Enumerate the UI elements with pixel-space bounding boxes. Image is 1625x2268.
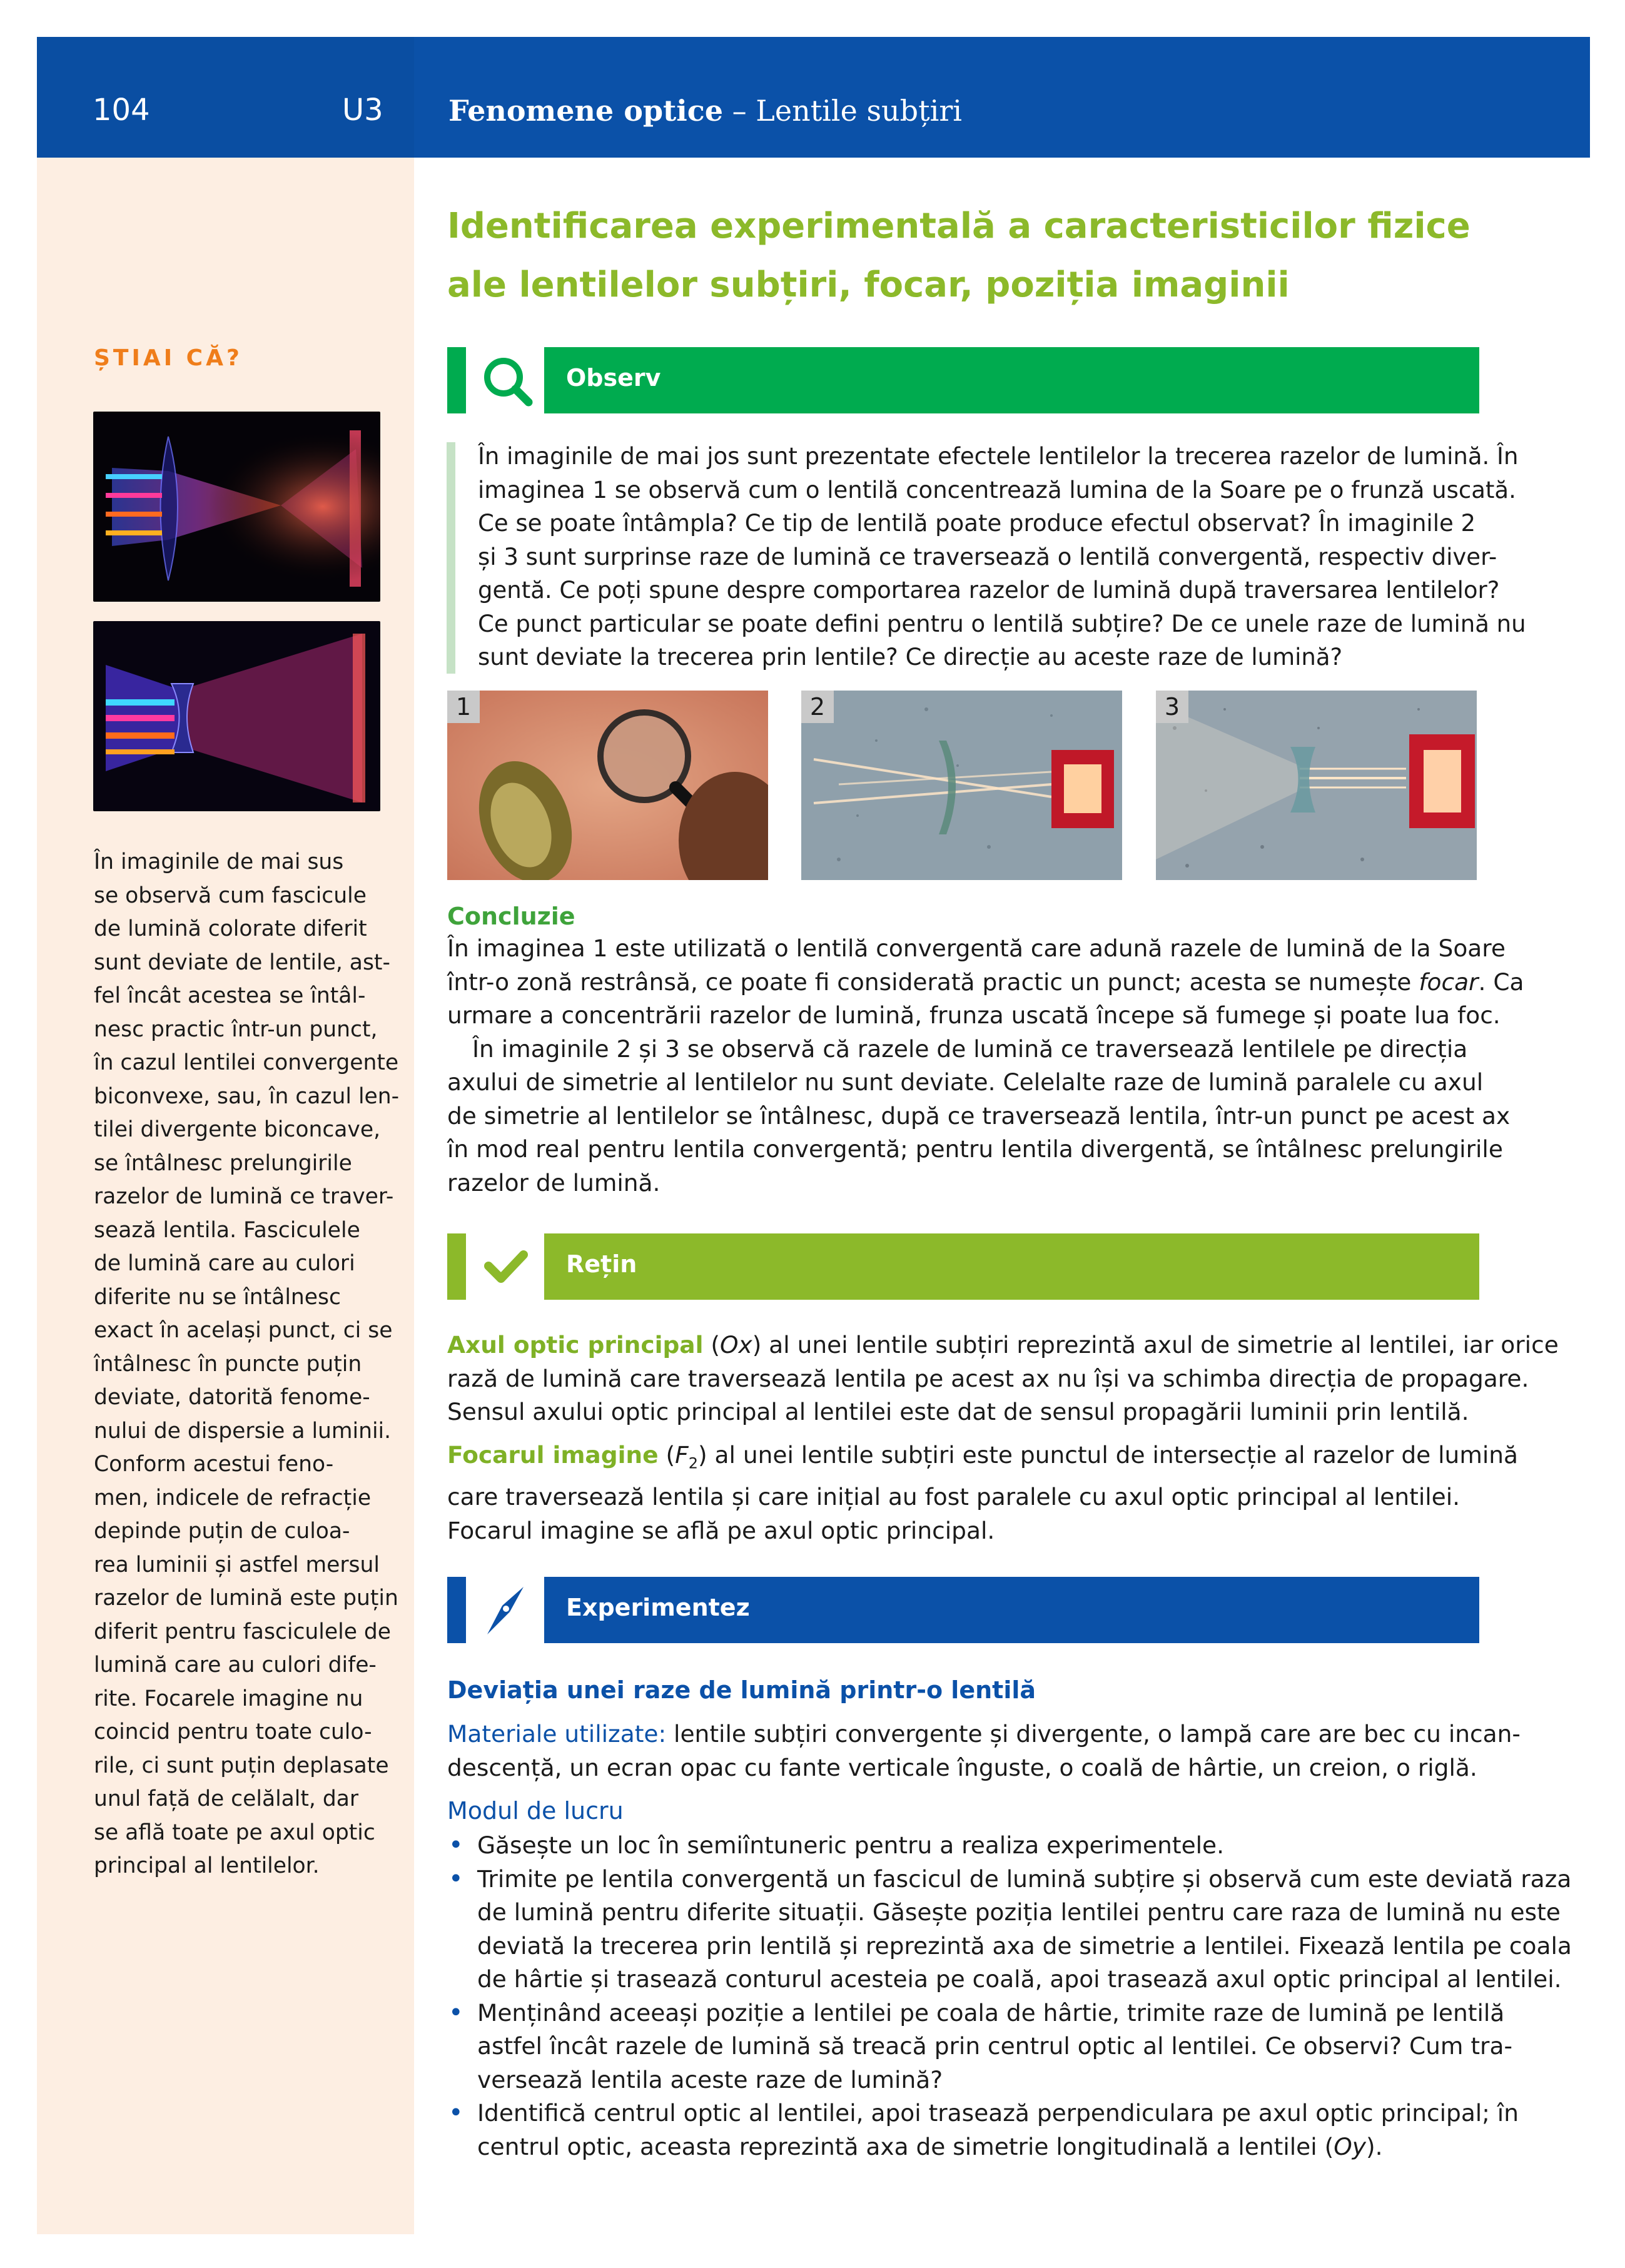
- photo-number: 3: [1156, 691, 1188, 723]
- list-item: • Identifică centrul optic al lentilei, apoi trasează perpendiculara pe axul optic principal; în centrul optic, aceasta reprezintă axa de simetrie longitudinală a lentilei (Oy).: [447, 2097, 1479, 2164]
- page-title: Identificarea experimentală a caracteristicilor fizice ale lentilelor subțiri, focar, poziția imaginii: [447, 206, 1471, 305]
- conclusion-text: În imaginea 1 este utilizată o lentilă convergentă care adună razele de lumină de la Soare într-o zonă restrânsă, ce poate fi considerată practic un punct; acesta se numește focar. Ca urmare a concentrării razelor de lumină, frunza uscată începe să fumege și poate lua foc. În imaginile 2 și 3 se observă că razele de lumină ce traversează lentilele pe direcția axului de simetrie al lentilelor nu sunt deviate. Celelalte raze de lumină paralele cu axul de simetrie al lentilelor se întâlnesc, după ce traversează lentila, într-un punct pe acest ax în mod real pentru lentila convergentă; pentru lentila divergentă, se întâlnesc prelungirile razelor de lumină.: [447, 934, 1524, 1197]
- retin-bar: [544, 1233, 1479, 1300]
- photo-magnifier-leaf: [447, 691, 768, 880]
- photo-converging-lens: [801, 691, 1122, 880]
- retin-bar-stub: [447, 1233, 466, 1300]
- conclusion-heading: Concluzie: [447, 903, 575, 930]
- experiment-subtitle: Deviația unei raze de lumină printr-o lentilă: [447, 1676, 1036, 1704]
- checkmark-icon: [466, 1233, 544, 1300]
- sidebar-text: În imaginile de mai sus se observă cum fascicule de lumină colorate diferit sunt deviate de lentile, ast- fel încât acestea se întâl- nesc practic într-un punct, în cazul lentilei convergente biconvexe, sau, în cazul len- tilei divergente biconcave, se întâlnesc prelungirile razelor de lumină ce traver- sează lentila. Fasciculele de lumină care au culori diferite nu se întâlnesc exact în același punct, ci se întâlnesc în puncte puțin deviate, datorită fenome- nului de dispersie a luminii. Conform acestui feno- men, indicele de refracție depinde puțin de culoa- rea luminii și astfel mersul razelor de lumină este puțin diferit pentru fasciculele de lumină care au culori dife- rite. Focarele imagine nu coincid pentru toate culo- rile, ci sunt puțin deplasate unul față de celălalt, dar se află toate pe axul optic principal al lentilelor.: [94, 849, 400, 1878]
- retin-label: Rețin: [566, 1250, 637, 1278]
- photo-number: 2: [801, 691, 834, 723]
- page-number: 104: [93, 93, 150, 128]
- observ-bar-stub: [447, 347, 466, 413]
- observ-bar: [544, 347, 1479, 413]
- term-axis: Axul optic principal: [447, 1331, 704, 1359]
- diverging-lens-dispersion-photo: [93, 621, 380, 811]
- materials-text: Materiale utilizate: lentile subțiri convergente și divergente, o lampă care are bec cu incan- descență, un ecran opac cu fante verticale înguste, o coală de hârtie, un creion, o riglă.: [447, 1720, 1521, 1781]
- photo-number: 1: [447, 691, 480, 723]
- photo-diverging-lens: [1156, 691, 1477, 880]
- list-item: • Găsește un loc în semiîntuneric pentru a realiza experimentele.: [447, 1829, 1479, 1863]
- unit-label: U3: [342, 93, 383, 128]
- experiment-bar-stub: [447, 1577, 466, 1643]
- work-steps: [447, 1829, 1572, 2164]
- experiment-icon-box: [466, 1577, 544, 1643]
- observ-side-stripe: [447, 442, 455, 674]
- subchapter-name: Lentile subțiri: [756, 94, 963, 128]
- term-focus: Focarul imagine: [447, 1441, 659, 1469]
- observ-text: În imaginile de mai jos sunt prezentate efectele lentilelor la trecerea razelor de lumină. În imaginea 1 se observă cum o lentilă concentrează lumina de la Soare pe o frunză uscată. Ce se poate întâmpla? Ce tip de lentilă poate produce efectul observat? În imaginile 2 și 3 sunt surprinse raze de lumină ce traversează o lentilă convergentă, respectiv diver- gentă. Ce poți spune despre comportarea razelor de lumină după traversarea lentilelor? Ce punct particular se poate defini pentru o lentilă subțire? De ce unele raze de lumină nu sunt deviate la trecerea prin lentile? Ce direcție au aceste raze de lumină?: [478, 443, 1526, 671]
- materials-label: Materiale utilizate:: [447, 1720, 667, 1748]
- chapter-name: Fenomene optice: [448, 94, 724, 128]
- list-item: • Menținând aceeași poziție a lentilei pe coala de hârtie, trimite raze de lumină pe lentilă astfel încât razele de lumină să treacă prin centrul optic al lentilei. Ce observi? Cum tra- versează lentila aceste raze de lumină?: [447, 1997, 1479, 2097]
- retin-focus-definition: Focarul imagine $(F_2)$ al unei lentile subțiri este punctul de intersecție al razelor de lumină care traversează lentila și care inițial au fost paralele cu axul optic principal al lentilei. Focarul imagine se află pe axul optic principal.: [447, 1441, 1519, 1544]
- list-item: • Trimite pe lentila convergentă un fascicul de lumină subțire și observă cum este deviată raza de lumină pentru diferite situații. Găsește poziția lentilei pentru care raza de lumină nu este deviată la trecerea prin lentilă și reprezintă axa de simetrie a lentilei. Fixează lentila pe coala de hârtie și trasează conturul acesteia pe coală, apoi trasează axul optic principal al lentilei.: [447, 1863, 1479, 1997]
- observ-label: Observ: [566, 364, 661, 392]
- sidebar-heading: ȘTIAI CĂ?: [94, 345, 243, 371]
- chapter-title: Fenomene optice – Lentile subțiri: [448, 94, 963, 128]
- retin-axis-definition: Axul optic principal (Ox) al unei lentile subțiri reprezintă axul de simetrie al lentilei, iar orice rază de lumină care traversează lentila pe acest ax nu își va schimba direcția de propagare. Sensul axului optic principal al lentilei este dat de sensul propagării luminii prin lentilă.: [447, 1331, 1559, 1425]
- magnifier-icon: [466, 347, 544, 413]
- retin-icon-box: [466, 1233, 544, 1300]
- compass-icon: [466, 1577, 544, 1643]
- work-method-heading: Modul de lucru: [447, 1797, 624, 1825]
- experiment-label: Experimentez: [566, 1594, 750, 1621]
- converging-lens-dispersion-photo: [93, 412, 380, 602]
- observ-icon-box: [466, 347, 544, 413]
